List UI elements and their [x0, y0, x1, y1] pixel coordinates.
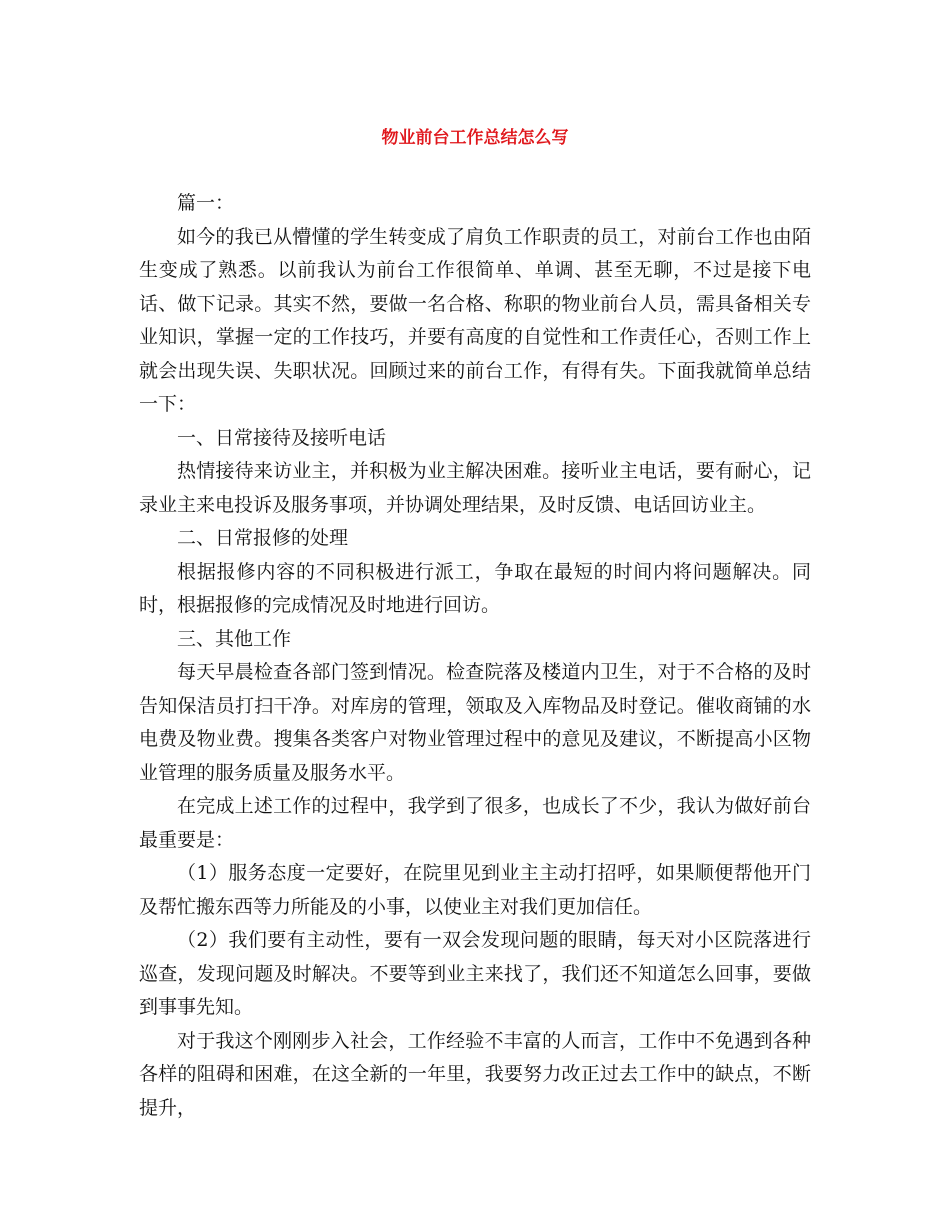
paragraph-point-1: （1）服务态度一定要好，在院里见到业主主动打招呼，如果顺便帮他开门及帮忙搬东西等力所能及的小事，以使业主对我们更加信任。 — [139, 862, 811, 918]
paragraph-reception: 热情接待来访业主，并积极为业主解决困难。接听业主电话，要有耐心，记录业主来电投诉及服务事项，并协调处理结果，及时反馈、电话回访业主。 — [139, 460, 811, 516]
paragraph-closing: 对于我这个刚刚步入社会，工作经验不丰富的人而言，工作中不免遇到各种各样的阻碍和困难，在这全新的一年里，我要努力改正过去工作中的缺点，不断提升， — [139, 1029, 811, 1119]
paragraph-point-2: （2）我们要有主动性，要有一双会发现问题的眼睛，每天对小区院落进行巡查，发现问题及时解决。不要等到业主来找了，我们还不知道怎么回事，要做到事事先知。 — [139, 929, 811, 1018]
paragraph-section-label: 篇一： — [177, 192, 235, 214]
heading-other-work: 三、其他工作 — [177, 627, 292, 650]
paragraph-repairs: 根据报修内容的不同积极进行派工，争取在最短的时间内将问题解决。同时，根据报修的完成情况及时地进行回访。 — [139, 560, 811, 616]
paragraph-intro: 如今的我已从懵懂的学生转变成了肩负工作职责的员工，对前台工作也由陌生变成了熟悉。以前我认为前台工作很简单、单调、甚至无聊，不过是接下电话、做下记录。其实不然，要做一名合格、称职的物业前台人员，需具备相关专业知识，掌握一定的工作技巧，并要有高度的自觉性和工作责任心，否则工作上就会出现失误、失职状况。回顾过来的前台工作，有得有失。下面我就简单总结一下： — [139, 225, 811, 415]
paragraph-other-work: 每天早晨检查各部门签到情况。检查院落及楼道内卫生，对于不合格的及时告知保洁员打扫干净。对库房的管理，领取及入库物品及时登记。催收商铺的水电费及物业费。搜集各类客户对物业管理过程中的意见及建议，不断提高小区物业管理的服务质量及服务水平。 — [139, 661, 811, 784]
document-title: 物业前台工作总结怎么写 — [381, 128, 569, 148]
document-body — [139, 187, 811, 1125]
paragraph-lessons: 在完成上述工作的过程中，我学到了很多，也成长了不少，我认为做好前台最重要是： — [139, 795, 811, 851]
heading-repairs: 二、日常报修的处理 — [177, 527, 349, 549]
heading-reception: 一、日常接待及接听电话 — [177, 426, 387, 449]
